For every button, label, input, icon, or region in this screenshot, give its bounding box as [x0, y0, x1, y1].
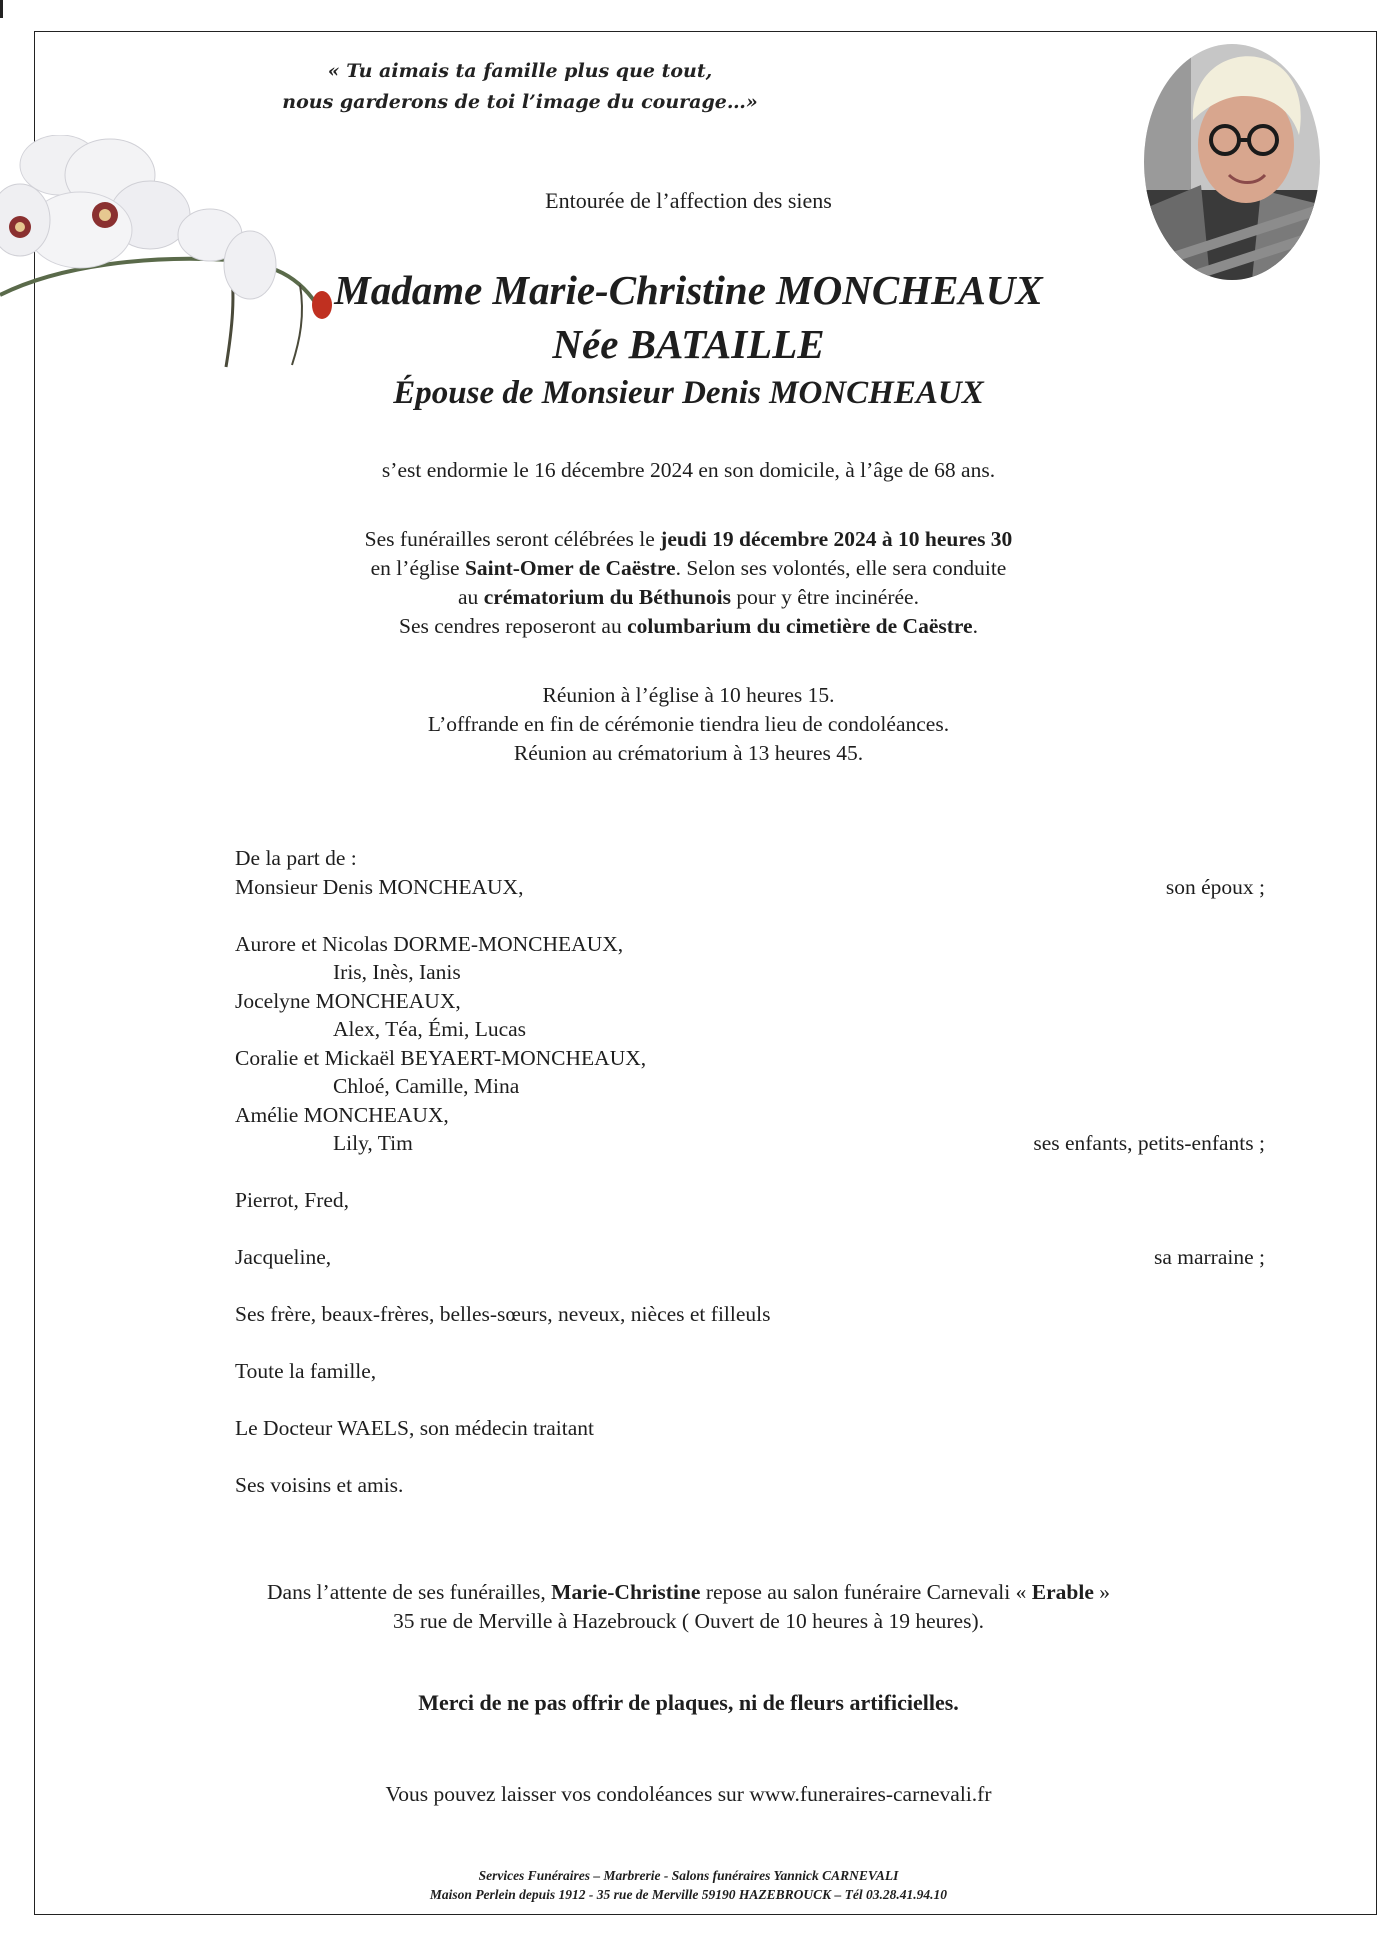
- epigraph-line-1: « Tu aimais ta famille plus que tout,: [327, 60, 713, 82]
- family-row: Jacqueline, sa marraine ;: [235, 1243, 1265, 1272]
- family-role: son époux ;: [1165, 874, 1265, 899]
- maiden-name: Née BATAILLE: [552, 321, 825, 367]
- viewing-details: [0, 1578, 1377, 1636]
- family-row: Monsieur Denis MONCHEAUX, son époux ;: [235, 873, 1265, 902]
- funeral-date: jeudi 19 décembre 2024 à 10 heures 30: [660, 527, 1013, 551]
- surrounded-line: Entourée de l’affection des siens: [545, 188, 832, 213]
- scan-mark: [0, 0, 3, 18]
- epigraph-line-2: nous garderons de toi l’image du courage…»: [282, 91, 758, 113]
- family-row: Ses voisins et amis.: [235, 1473, 404, 1497]
- family-row: Lily, Tim ses enfants, petits-enfants ;: [235, 1129, 1265, 1158]
- portrait-photo: [1141, 40, 1323, 290]
- family-row: Amélie MONCHEAUX,: [235, 1102, 449, 1127]
- viewing-line-1: Dans l’attente de ses funérailles, Marie-Christine repose au salon funéraire Carnevali « Erable »: [267, 1580, 1110, 1604]
- footer-line-2: Maison Perlein depuis 1912 - 35 rue de Merville 59190 HAZEBROUCK – Tél 03.28.41.94.10: [429, 1887, 948, 1902]
- family-row: Aurore et Nicolas DORME-MONCHEAUX,: [235, 931, 624, 956]
- family-row: Coralie et Mickaël BEYAERT-MONCHEAUX,: [235, 1045, 647, 1070]
- condolences-line: Vous pouvez laisser vos condoléances sur www.funeraires-carnevali.fr: [385, 1782, 992, 1806]
- funeral-line-1: Ses funérailles seront célébrées le jeudi 19 décembre 2024 à 10 heures 30: [364, 527, 1013, 551]
- epigraph: [240, 56, 800, 118]
- family-row: Toute la famille,: [235, 1359, 377, 1383]
- funeral-line-4: Ses cendres reposeront au columbarium du cimetière de Caëstre.: [399, 614, 978, 638]
- columbarium-name: columbarium du cimetière de Caëstre: [627, 614, 973, 638]
- footer: [0, 1866, 1377, 1904]
- family-row: De la part de :: [235, 846, 357, 870]
- reunion-line-3: Réunion au crématorium à 13 heures 45.: [513, 741, 864, 765]
- family-row: Le Docteur WAELS, son médecin traitant: [235, 1416, 595, 1440]
- viewing-line-2: 35 rue de Merville à Hazebrouck ( Ouvert de 10 heures à 19 heures).: [392, 1609, 984, 1633]
- reunion-line-2: L’offrande en fin de cérémonie tiendra lieu de condoléances.: [427, 712, 950, 736]
- family-list: [235, 844, 1265, 1500]
- footer-line-1: Services Funéraires – Marbrerie - Salons funéraires Yannick CARNEVALI: [478, 1868, 899, 1883]
- death-announcement: s’est endormie le 16 décembre 2024 en son domicile, à l’âge de 68 ans.: [381, 458, 996, 482]
- crematorium-name: crématorium du Béthunois: [483, 585, 731, 609]
- family-row: Ses frère, beaux-frères, belles-sœurs, neveux, nièces et filleuls: [235, 1302, 771, 1326]
- family-role: ses enfants, petits-enfants ;: [1033, 1131, 1265, 1155]
- deceased-name: Madame Marie-Christine MONCHEAUX: [334, 267, 1043, 313]
- reunion-line-1: Réunion à l’église à 10 heures 15.: [542, 683, 835, 707]
- funeral-line-2: en l’église Saint-Omer de Caëstre. Selon ses volontés, elle sera conduite: [370, 556, 1007, 580]
- reunion-details: [0, 681, 1377, 768]
- family-row: Iris, Inès, Ianis: [333, 960, 461, 984]
- family-role: sa marraine ;: [1153, 1245, 1265, 1269]
- no-flowers-notice: Merci de ne pas offrir de plaques, ni de fleurs artificielles.: [418, 1690, 959, 1715]
- church-name: Saint-Omer de Caëstre: [464, 556, 676, 580]
- funeral-line-3: au crématorium du Béthunois pour y être incinérée.: [458, 585, 919, 609]
- family-row: Chloé, Camille, Mina: [333, 1074, 520, 1098]
- salon-name: Erable: [1031, 1580, 1094, 1604]
- family-row: Jocelyne MONCHEAUX,: [235, 988, 461, 1013]
- spouse-line: Épouse de Monsieur Denis MONCHEAUX: [393, 375, 984, 411]
- funeral-details: [0, 525, 1377, 641]
- family-row: Pierrot, Fred,: [235, 1188, 350, 1212]
- family-row: Alex, Téa, Émi, Lucas: [333, 1017, 527, 1041]
